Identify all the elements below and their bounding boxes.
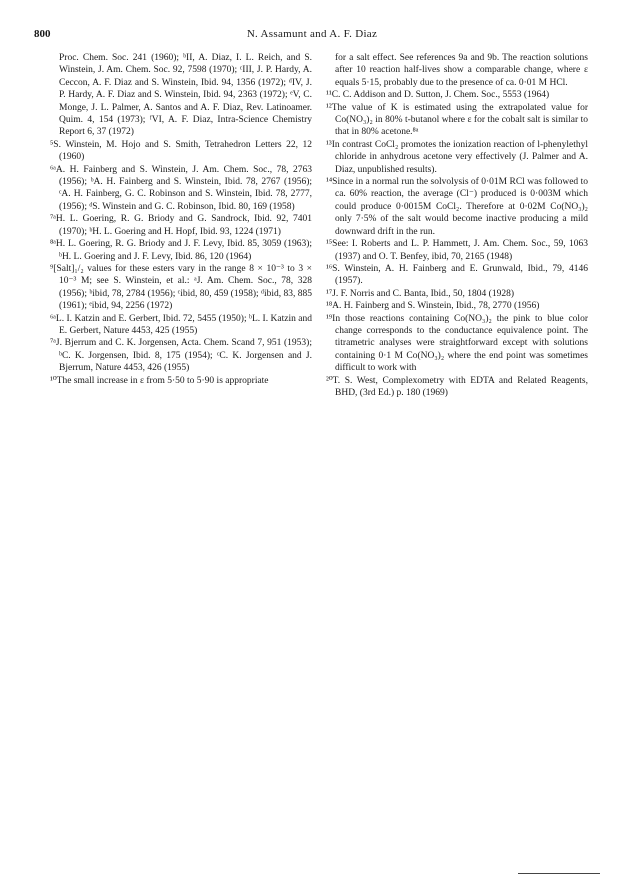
footnote: ¹⁶S. Winstein, A. H. Fainberg and E. Grunwald, Ibid., 79, 4146 (1957). xyxy=(326,263,588,287)
bottom-rule xyxy=(518,873,600,874)
footnote: ⁷ᵃH. L. Goering, R. G. Briody and G. Sandrock, Ibid. 92, 7401 (1970); ᵇH. L. Goering and H. Hopf, Ibid. 93, 1224 (1971) xyxy=(50,214,312,237)
running-head: N. Assamunt and A. F. Diaz xyxy=(246,28,378,40)
page-header xyxy=(34,28,590,44)
footnote: ⁷ᵃJ. Bjerrum and C. K. Jorgensen, Acta. Chem. Scand 7, 951 (1953); ᵇC. K. Jorgensen, Ibid. 8, 175 (1954); ᶜC. K. Jorgensen and J. Bjerrum, Nature 4453, 426 (1955) xyxy=(50,338,312,374)
footnote: ⁸ᵃH. L. Goering, R. G. Briody and J. F. Levy, Ibid. 85, 3059 (1963); ᵇH. L. Goering and J. F. Levy, Ibid. 86, 120 (1964) xyxy=(50,239,312,262)
footnote: ²⁰T. S. West, Complexometry with EDTA and Related Reagents, BHD, (3rd Ed.) p. 180 (1969) xyxy=(326,375,588,398)
footnote: ⁹[Salt]₁/₂ values for these esters vary in the range 8 × 10⁻³ to 3 × 10⁻³ M; see S. Winstein, et al.: ᵃJ. Am. Chem. Soc., 78, 328 (1956); ᵇibid, 78, 2784 (1956); ᶜibid, 80, 459 (1958); ᵈibid, 83, 885 (1961); ᵉibid, 94, 2256 (1972) xyxy=(50,263,312,312)
right-column-notes xyxy=(326,52,588,399)
footnote: ¹⁹In those reactions containing Co(NO₃)₂ the pink to blue color change corresponds to the conductance equivalence point. The titrametric analyses were straightforward except with solutions containing 0·1 M Co(NO₃)₂ where the end point was sometimes difficult to work with xyxy=(326,313,588,374)
page-number: 800 xyxy=(34,28,51,40)
footnote: ¹⁰The small increase in ε from 5·50 to 5·90 is appropriate xyxy=(50,375,269,386)
footnote: ¹¹C. C. Addison and D. Sutton, J. Chem. Soc., 5553 (1964) xyxy=(326,90,550,101)
footnote: ¹⁷J. F. Norris and C. Banta, Ibid., 50, 1804 (1928) xyxy=(326,288,514,299)
footnote: ⁶ᵃL. I. Katzin and E. Gerbert, Ibid. 72, 5455 (1950); ᵇL. I. Katzin and E. Gerbert, Nature 4453, 425 (1955) xyxy=(50,313,312,336)
left-column-notes xyxy=(50,52,312,387)
footnote: ¹⁵See: I. Roberts and L. P. Hammett, J. Am. Chem. Soc., 59, 1063 (1937) and O. T. Benfey, ibid, 70, 2165 (1948) xyxy=(326,239,588,262)
footnote: ¹²The value of K is estimated using the extrapolated value for Co(NO₃)₂ in 80% t-butanol where ε for the cobalt salt is similar to that in 80% acetone.⁸ᵃ xyxy=(326,102,588,138)
footnote: ¹⁸A. H. Fainberg and S. Winstein, Ibid., 78, 2770 (1956) xyxy=(326,301,540,312)
footnote: Proc. Chem. Soc. 241 (1960); ᵇII, A. Diaz, I. L. Reich, and S. Winstein, J. Am. Chem. Soc. 92, 7598 (1970); ᶜIII, J. P. Hardy, A. Ceccon, A. F. Diaz and S. Winstein, Ibid. 94, 1356 (1972); ᵈIV, J. P. Hardy, A. F. Diaz and S. Winstein, Ibid. 94, 2363 (1972); ᵉV, C. Monge, J. L. Palmer, A. Santos and A. F. Diaz, Rev. Latinoamer. Quim. 4, 154 (1973); ᶠVI, A. F. Diaz, Intra-Science Chemistry Report 6, 37 (1972) xyxy=(59,53,312,138)
footnote: ¹⁴Since in a normal run the solvolysis of 0·01M RCl was followed to ca. 60% reaction, the average (Cl⁻) produced is 0·003M which could produce 0·0015M CoCl₂. Therefore at 0·02M Co(NO₃)₂ only 7·5% of the salt would become inactive producing a mild downward drift in the run. xyxy=(326,177,588,237)
footnote: ¹³In contrast CoCl₂ promotes the ionization reaction of l-phenylethyl chloride in anhydrous acetone very effectively (J. Palmer and A. Diaz, unpublished results). xyxy=(326,139,588,175)
footnote: ⁵S. Winstein, M. Hojo and S. Smith, Tetrahedron Letters 22, 12 (1960) xyxy=(50,139,312,163)
footnote: ⁶ᵃA. H. Fainberg and S. Winstein, J. Am. Chem. Soc., 78, 2763 (1956); ᵇA. H. Fainberg and S. Winstein, Ibid. 78, 2767 (1956); ᶜA. H. Fainberg, G. C. Robinson and S. Winstein, Ibid. 78, 2777, (1956); ᵈS. Winstein and G. C. Robinson, Ibid. 80, 169 (1958) xyxy=(50,164,312,212)
footnote: for a salt effect. See references 9a and 9b. The reaction solutions after 10 reaction half-lives show a comparable change, where ε equals 5·15, probably due to the presence of ca. 0·01 M HCl. xyxy=(335,53,588,88)
